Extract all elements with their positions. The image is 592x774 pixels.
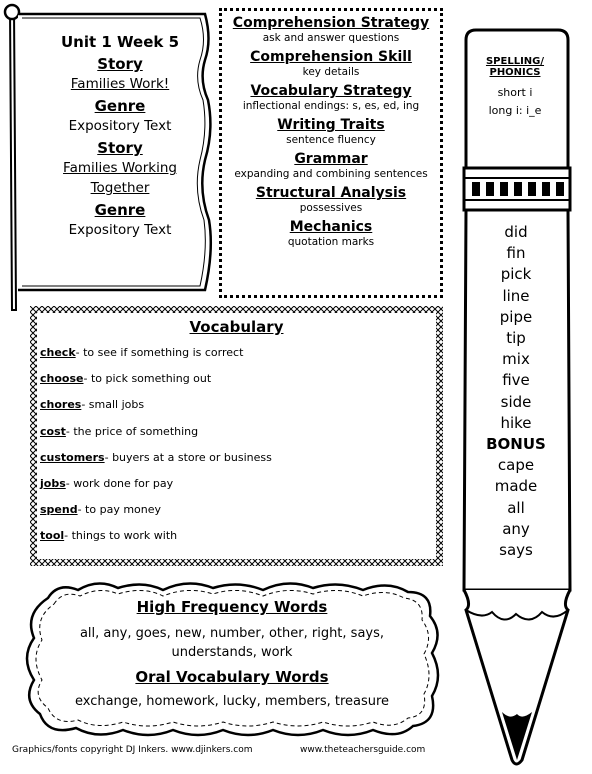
high-frequency-line1: all, any, goes, new, number, other, right, says, — [79, 626, 385, 641]
vocab-item: cost- the price of something — [40, 424, 199, 438]
unit-week-title: Unit 1 Week 5 — [60, 33, 180, 51]
vocabulary-strategy-heading: Vocabulary Strategy — [250, 83, 412, 99]
footer-copyright: Graphics/fonts copyright DJ Inkers. www.djinkers.com — [12, 745, 253, 755]
spelling-phonics-box — [470, 56, 560, 120]
story2-title-line1: Families Working — [63, 160, 177, 176]
story2-title-line2: Together — [90, 180, 150, 196]
spelling-word: tip — [506, 329, 526, 348]
spelling-heading-line2: PHONICS — [489, 67, 541, 78]
vocab-item: choose- to pick something out — [40, 372, 212, 386]
grammar-value: expanding and combining sentences — [234, 168, 428, 180]
vocabulary-content — [40, 318, 433, 556]
spelling-word: fin — [506, 244, 526, 263]
spelling-word: side — [500, 392, 532, 411]
bonus-word: made — [494, 477, 538, 496]
comprehension-strategy-heading: Comprehension Strategy — [232, 15, 430, 31]
vocab-item: chores- small jobs — [40, 398, 145, 412]
footer-website: www.theteachersguide.com — [300, 745, 426, 755]
flag-content — [40, 30, 200, 240]
structural-analysis-heading: Structural Analysis — [255, 185, 407, 201]
spelling-word: line — [502, 286, 530, 305]
bonus-word: cape — [497, 456, 535, 475]
high-frequency-title: High Frequency Words — [136, 598, 328, 616]
spelling-word: did — [504, 223, 528, 241]
spelling-word: mix — [502, 350, 530, 369]
high-frequency-section — [40, 598, 424, 711]
bonus-label: BONUS — [486, 435, 546, 454]
high-frequency-line2: understands, work — [171, 645, 293, 660]
spelling-word: five — [502, 371, 530, 390]
spelling-skill2: long i: i_e — [488, 104, 542, 117]
story2-label: Story — [97, 139, 143, 157]
spelling-heading-line1: SPELLING/ — [485, 56, 545, 67]
genre2-value: Expository Text — [68, 222, 172, 238]
spelling-skill1: short i — [497, 86, 533, 99]
comprehension-strategy-value: ask and answer questions — [262, 32, 400, 44]
spelling-word: pick — [500, 265, 532, 284]
writing-traits-value: sentence fluency — [286, 134, 376, 146]
vocab-item: spend- to pay money — [40, 503, 162, 517]
vocabulary-title: Vocabulary — [189, 318, 284, 336]
vocab-item: check- to see if something is correct — [40, 346, 244, 359]
spelling-word-list — [466, 222, 566, 561]
mechanics-heading: Mechanics — [289, 219, 373, 235]
vocab-item: customers- buyers at a store or business — [40, 450, 272, 464]
vocab-item: tool- things to work with — [40, 529, 178, 543]
comprehension-skill-heading: Comprehension Skill — [250, 49, 412, 65]
vocabulary-strategy-value: inflectional endings: s, es, ed, ing — [242, 100, 420, 112]
genre1-value: Expository Text — [68, 118, 172, 134]
grammar-heading: Grammar — [294, 151, 368, 167]
oral-vocabulary-title: Oral Vocabulary Words — [135, 668, 329, 686]
story1-title: Families Work! — [70, 76, 170, 92]
structural-analysis-value: possessives — [299, 202, 363, 214]
spelling-word: hike — [500, 413, 532, 432]
genre2-label: Genre — [94, 201, 146, 219]
story1-label: Story — [97, 55, 143, 73]
strategies-box — [219, 8, 443, 298]
genre1-label: Genre — [94, 97, 146, 115]
bonus-word: any — [502, 519, 530, 538]
writing-traits-heading: Writing Traits — [277, 117, 385, 133]
bonus-word: says — [499, 541, 533, 560]
bonus-word: all — [507, 498, 525, 517]
spelling-word: pipe — [499, 307, 533, 326]
mechanics-value: quotation marks — [287, 236, 375, 248]
comprehension-skill-value: key details — [302, 66, 360, 78]
vocab-item: jobs- work done for pay — [40, 476, 174, 490]
oral-vocabulary-line1: exchange, homework, lucky, members, treasure — [74, 694, 390, 709]
